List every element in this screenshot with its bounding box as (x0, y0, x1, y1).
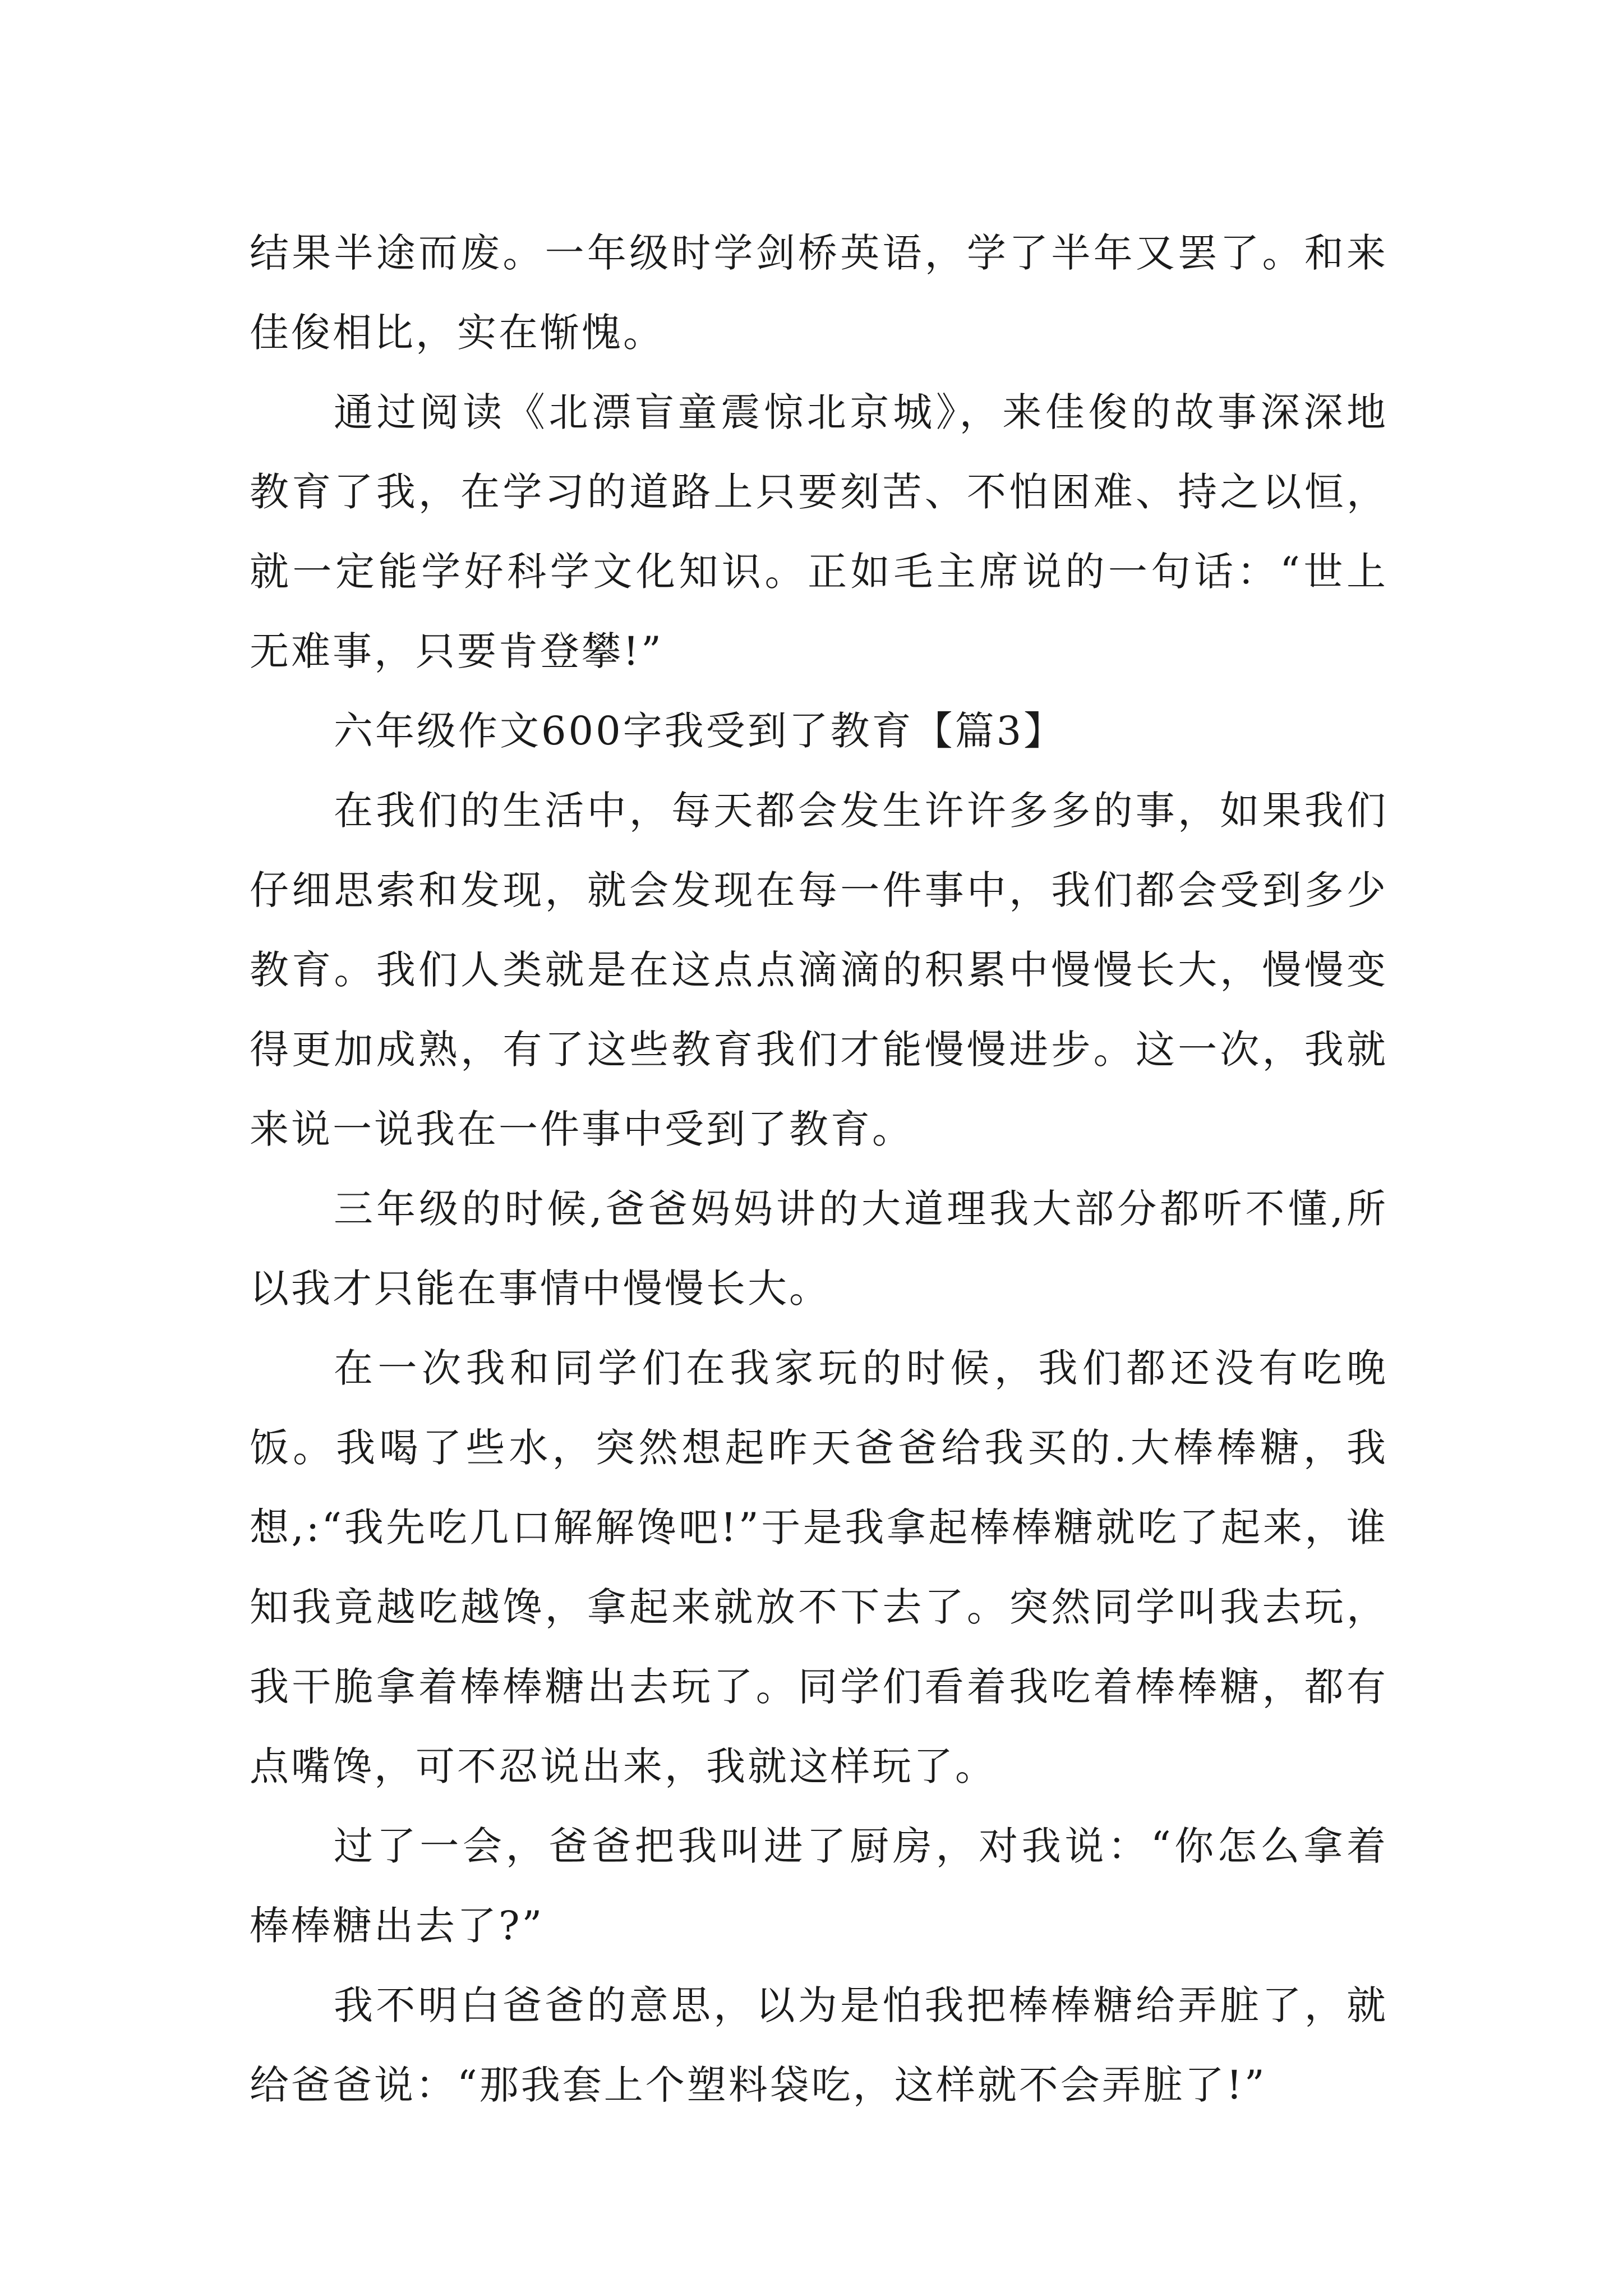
paragraph-reading-reflection: 通过阅读《北漂盲童震惊北京城》，来佳俊的故事深深地教育了我，在学习的道路上只要刻苦、不怕困难、持之以恒，就一定能学好科学文化知识。正如毛主席说的一句话：“世上无难事，只要肯登攀!” (250, 389, 1388, 674)
paragraph-lollipop-story: 在一次我和同学们在我家玩的时候，我们都还没有吃晚饭。我喝了些水，突然想起昨天爸爸给我买的.大棒棒糖，我想,:“我先吃几口解解馋吧!”于是我拿起棒棒糖就吃了起来，谁知我竟越吃越馋，拿起来就放不下去了。突然同学叫我去玩，我干脆拿着棒棒糖出去玩了。同学们看着我吃着棒棒糖，都有点嘴馋，可不忍说出来，我就这样玩了。 (250, 1345, 1388, 1789)
paragraph-intro: 在我们的生活中，每天都会发生许许多多的事，如果我们仔细思索和发现，就会发现在每一件事中，我们都会受到多少教育。我们人类就是在这点点滴滴的积累中慢慢长大，慢慢变得更加成熟，有了这些教育我们才能慢慢进步。这一次，我就来说一说我在一件事中受到了教育。 (250, 788, 1388, 1152)
paragraph-third-grade: 三年级的时候,爸爸妈妈讲的大道理我大部分都听不懂,所以我才只能在事情中慢慢长大。 (250, 1186, 1388, 1312)
paragraph-reply: 我不明白爸爸的意思，以为是怕我把棒棒糖给弄脏了，就给爸爸说：“那我套上个塑料袋吃，这样就不会弄脏了!” (250, 1982, 1388, 2108)
paragraph-continuation: 结果半途而废。一年级时学剑桥英语，学了半年又罢了。和来佳俊相比，实在惭愧。 (250, 230, 1388, 356)
document-page (250, 213, 1388, 2125)
section-heading: 六年级作文600字我受到了教育【篇3】 (334, 708, 1066, 754)
paragraph-father-question: 过了一会，爸爸把我叫进了厨房，对我说：“你怎么拿着棒棒糖出去了?” (250, 1823, 1388, 1949)
